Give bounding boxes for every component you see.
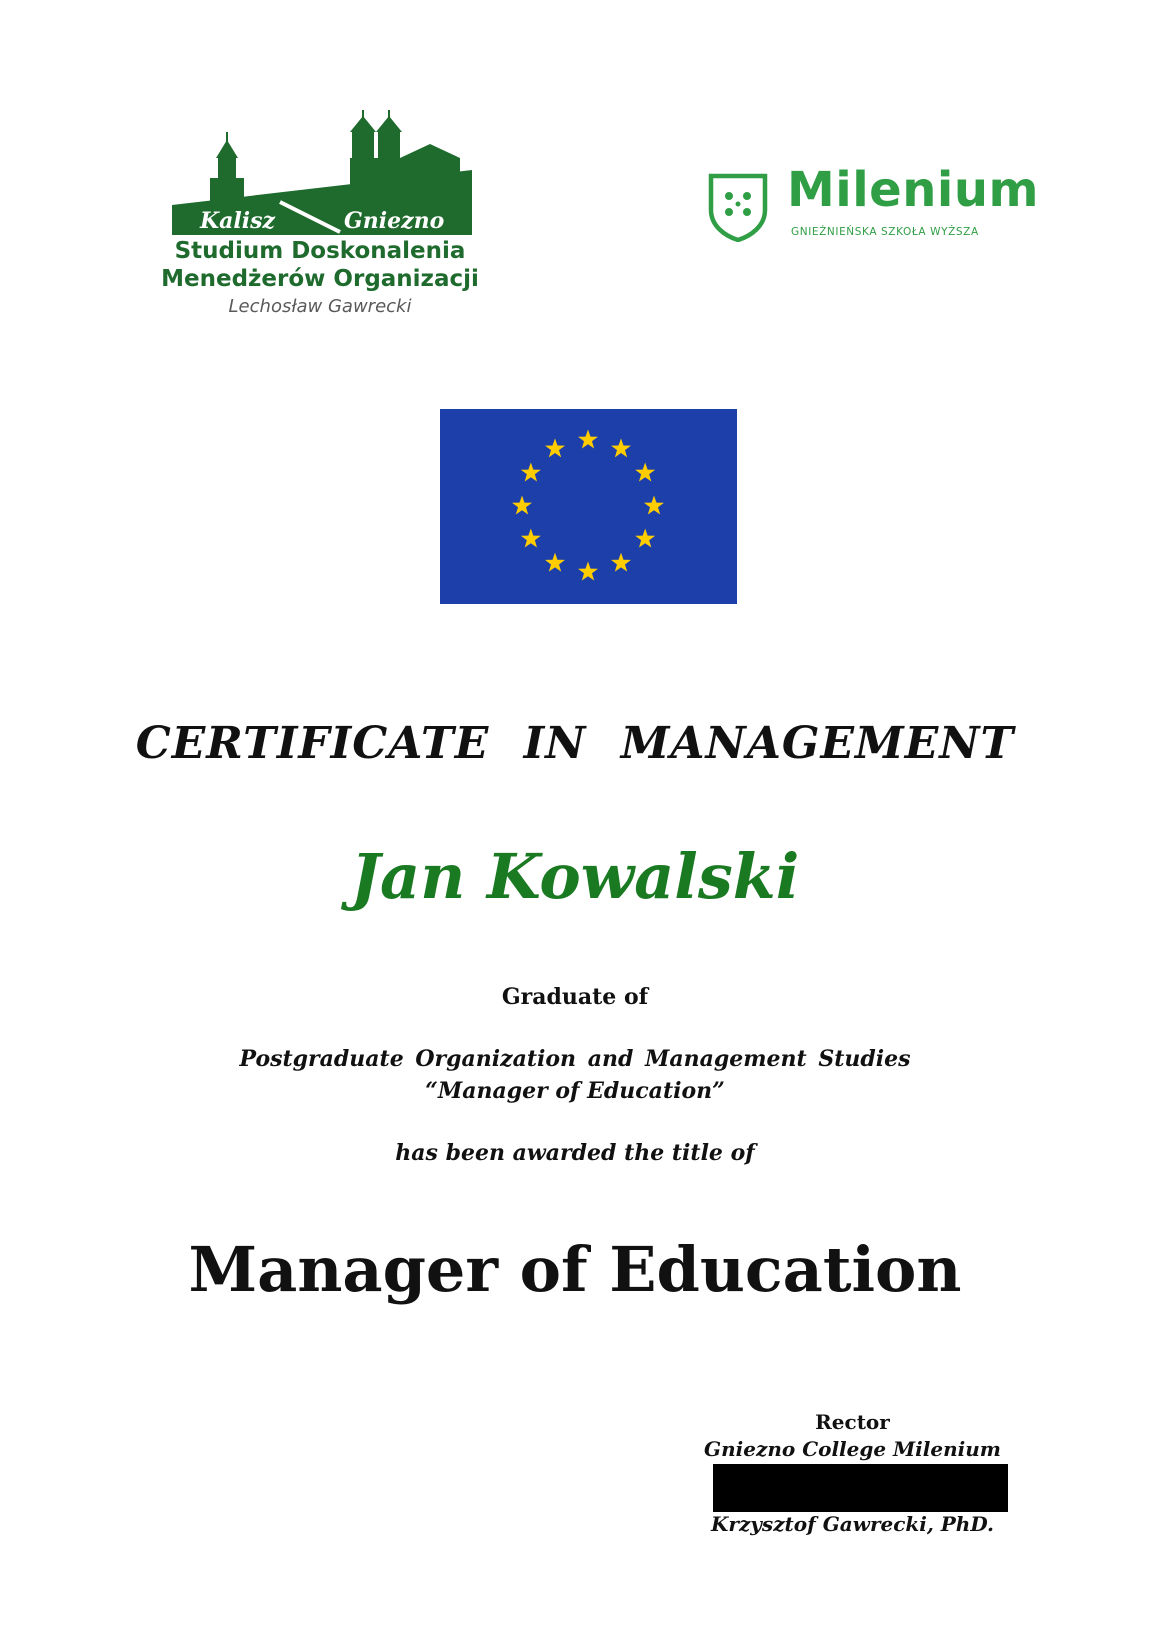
graduate-of-label: Graduate of (501, 984, 649, 1010)
logo-milenium (705, 162, 1065, 250)
eu-star-icon (545, 438, 565, 457)
signatory-role: Rector (815, 1410, 890, 1434)
eu-star-icon (635, 463, 655, 482)
eu-star-icon (611, 438, 631, 457)
logo-city-right: Gniezno (344, 208, 445, 234)
eu-flag (440, 409, 737, 604)
logo-milenium-subtitle: GNIEŹNIEŃSKA SZKOŁA WYŻSZA (791, 226, 979, 238)
logo-milenium-name: Milenium (787, 162, 1040, 218)
eu-star-icon (512, 496, 532, 515)
eu-star-icon (578, 430, 598, 449)
signatory-institution: Gniezno College Milenium (704, 1437, 1001, 1461)
logo-city-left: Kalisz (200, 208, 275, 234)
logo-author: Lechosław Gawrecki (228, 296, 412, 317)
certificate-title: CERTIFICATE IN MANAGEMENT (135, 718, 1015, 769)
signature-redaction (713, 1464, 1008, 1512)
recipient-name: Jan Kowalski (350, 840, 800, 913)
program-specialization: “Manager of Education” (425, 1078, 725, 1104)
eu-stars-icon (440, 409, 737, 604)
program-name: Postgraduate Organization and Management Studies (239, 1046, 911, 1072)
signatory-name: Krzysztof Gawrecki, PhD. (711, 1512, 994, 1536)
eu-star-icon (635, 529, 655, 548)
shield-icon (705, 170, 771, 242)
eu-star-icon (578, 562, 598, 581)
eu-star-icon (521, 529, 541, 548)
eu-star-icon (644, 496, 664, 515)
logo-line2: Menedżerów Organizacji (161, 266, 479, 292)
awarded-title: Manager of Education (188, 1233, 962, 1306)
logo-line1: Studium Doskonalenia (174, 238, 466, 264)
eu-star-icon (545, 553, 565, 572)
awarded-label: has been awarded the title of (395, 1140, 755, 1166)
eu-star-icon (521, 463, 541, 482)
logo-kalisz-gniezno (150, 110, 490, 330)
eu-star-icon (611, 553, 631, 572)
